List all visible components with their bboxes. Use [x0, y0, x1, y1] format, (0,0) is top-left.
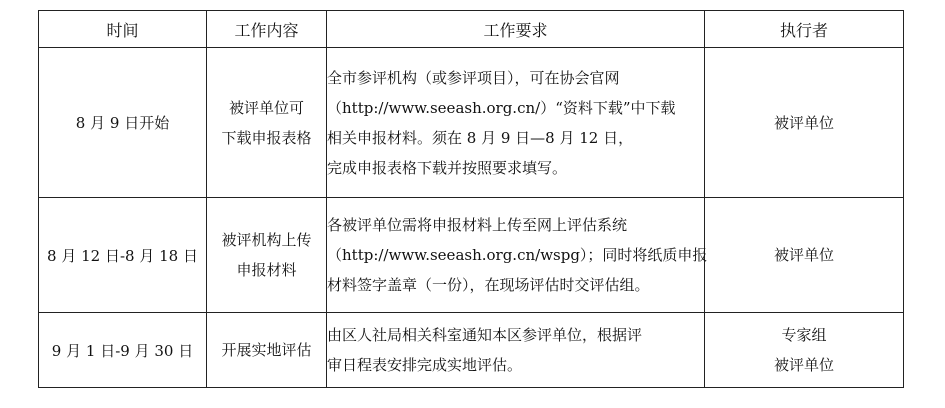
- requirement-cell: [327, 198, 708, 313]
- time-cell: 8 月 9 日开始: [39, 48, 207, 198]
- content-line: 申报材料: [236, 261, 297, 279]
- content-line: 开展实地评估: [221, 341, 312, 359]
- executor-cell: [705, 198, 904, 313]
- time-cell: 9 月 1 日-9 月 30 日: [39, 313, 207, 388]
- executor-cell: [705, 48, 904, 198]
- content-line: 被评单位可: [228, 98, 304, 117]
- requirement-line: 完成申报表格下载并按照要求填写。: [327, 158, 568, 177]
- requirement-cell: [327, 313, 705, 388]
- requirement-line: 各被评单位需将申报材料上传至网上评估系统: [327, 216, 628, 234]
- requirement-cell: [327, 48, 705, 198]
- header-requirements: 工作要求: [327, 11, 705, 48]
- content-line: 下载申报表格: [221, 128, 312, 147]
- executor-line: 被评单位: [773, 246, 834, 264]
- requirement-line: 相关申报材料。须在 8 月 9 日—8 月 12 日，: [327, 128, 634, 147]
- content-cell: [207, 48, 327, 198]
- content-cell: [207, 198, 327, 313]
- requirement-line: （http://www.seeash.org.cn/wspg）；同时将纸质申报: [327, 246, 708, 264]
- header-content: 工作内容: [207, 11, 327, 48]
- header-executor: 执行者: [705, 11, 904, 48]
- header-row: [39, 11, 904, 48]
- time-cell: 8 月 12 日-8 月 18 日: [39, 198, 207, 313]
- requirement-line: 全市参评机构（或参评项目），可在协会官网: [327, 68, 620, 87]
- executor-line: 被评单位: [773, 356, 834, 374]
- table-row: [39, 313, 904, 388]
- content-cell: [207, 313, 327, 388]
- schedule-table: [38, 10, 904, 388]
- content-line: 被评机构上传: [221, 231, 312, 249]
- executor-line: 专家组: [781, 326, 827, 344]
- table-row: [39, 48, 904, 198]
- header-time: 时间: [39, 11, 207, 48]
- executor-line: 被评单位: [773, 113, 834, 132]
- requirement-line: 由区人社局相关科室通知本区参评单位，根据评: [327, 326, 643, 344]
- executor-cell: [705, 313, 904, 388]
- table-row: [39, 198, 904, 313]
- requirement-line: 审日程表安排完成实地评估。: [327, 356, 523, 374]
- requirement-line: 材料签字盖章（一份），在现场评估时交评估组。: [327, 276, 650, 294]
- requirement-line: （http://www.seeash.org.cn/）“资料下载”中下载: [327, 98, 676, 117]
